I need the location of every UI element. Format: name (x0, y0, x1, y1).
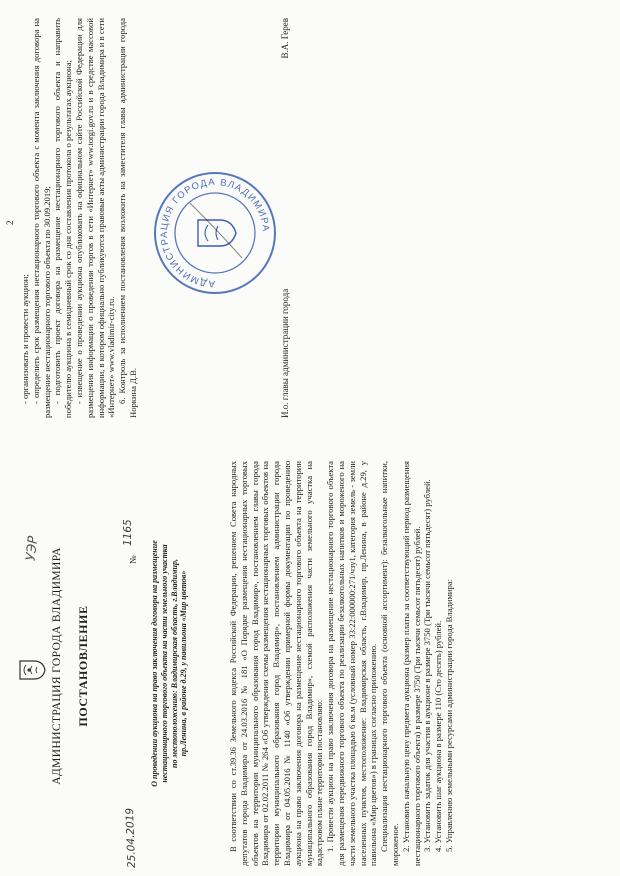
paragraph: 2. Установить начальную цену предмета аукциона (размер платы за соответствующий период размещения нестационарного торгового объекта) в размере 3750 (Три тысячи семьсот пятьдесят) рублей. (400, 461, 422, 866)
number-label: № (128, 555, 138, 564)
seal-text: АДМИНИСТРАЦИЯ ГОРОДА ВЛАДИМИРА (158, 176, 272, 290)
signature-block (280, 18, 291, 418)
margin-note: УЭР (23, 535, 42, 562)
paragraph: 6. Контроль за исполнением постановления возложить на заместителя главы администрации города Норкина Д.В. (117, 18, 138, 418)
paragraph: 1. Провести аукцион на право заключения договора на размещение нестационарного торгового объекта для размещения передвижного торгового объекта по реализации безалкогольных напитков и мороженого на части земельного участка площадью 6 кв.м (условный номер 33:22:000000:271/чзу1, категория земель - земли населенных пунктов, местоположение: Владимирская область, г.Владимир, пр.Ленина, в районе д.29, у павильона «Мир цветов») в границах согласно приложению. (325, 461, 379, 866)
document-number: 1165 (122, 519, 134, 546)
official-seal-icon (150, 168, 280, 298)
signatory-name: В.А. Герев (280, 18, 290, 59)
subject-line: нестационарного торгового объекта на части земельного участка (159, 544, 169, 783)
svg-text:АДМИНИСТРАЦИЯ ГОРОДА ВЛАДИМИРА (159, 177, 271, 289)
paragraph: - извещение о проведении аукциона опубликовать на официальном сайте Российской Федерации для размещения информации о проведении торгов в сети «Интернет» www.torgi.gov.ru и в средстве массовой информации, в котором официально публикуются правовые акты администрации города Владимира и в сети «Интернет» www.vladimir-city.ru. (73, 18, 117, 418)
paragraph: 3. Установить задаток для участия в аукционе в размере 3750 (Три тысячи семьсот пятьдесят) рублей. (422, 479, 433, 852)
document-type: ПОСТАНОВЛЕНИЕ (76, 605, 90, 727)
paragraph: В соответствии со ст.39.36 Земельного кодекса Российской Федерации, решением Совета народных депутатов города Владимира от 24.03.2016 № 181 «О Порядке размещения нестационарных торговых объектов на территории муниципального образования город Владимир», постановлением главы города Владимира от 02.02.2011 № 264 «Об утверждении схемы размещения нестационарных торговых объектов на территории муниципального образования город Владимир», постановлением администрации города Владимира от 04.05.2016 № 1140 «Об утверждении примерной формы документации по проведению аукциона на право заключения договора на размещение нестационарного торгового объекта на территории муниципального образования город Владимир», схемой расположения части земельного участка на кадастровом плане территории постановляю: (228, 461, 325, 866)
page-two-body (20, 18, 139, 418)
paragraph: - определить срок размещения нестационарного торгового объекта с момента заключения договора на размещение нестационарного торгового объекта по 30.09.2019; (30, 18, 52, 418)
paragraph: - организовать и провести аукцион; (20, 274, 30, 404)
document-date: 25.04.2019 (123, 807, 139, 869)
subject-line: по местоположению: Владимирская область, г.Владимир, (169, 559, 179, 768)
administration-title: АДМИНИСТРАЦИЯ ГОРОДА ВЛАДИМИРА (51, 547, 63, 785)
signatory-position: И.о. главы администрации города (280, 288, 290, 418)
subject-line: пр.Ленина, в районе д.29, у павильона «Мир цветов» (179, 570, 189, 757)
paragraph: Специализация нестационарного торгового объекта (основной ассортимент): безалкогольные напитки, мороженое. (379, 461, 400, 866)
city-emblem-icon (18, 659, 46, 681)
paragraph: - подготовить проект договора на размещение нестационарного торгового объекта и направить победителю аукциона в семидневный срок со дня составления протокола о результатах аукциона; (52, 18, 74, 418)
page-one (0, 438, 620, 876)
page-one-body (228, 461, 455, 866)
subject-line: О проведении аукциона на право заключения договора на размещение (150, 540, 159, 787)
paragraph: 4. Установить шаг аукциона в размере 110 (Сто десять) рублей. (433, 620, 444, 852)
decree-subject (150, 491, 189, 836)
page-number: 2 (5, 220, 15, 225)
paragraph: 5. Управлению земельными ресурсами администрации города Владимира: (443, 579, 454, 852)
